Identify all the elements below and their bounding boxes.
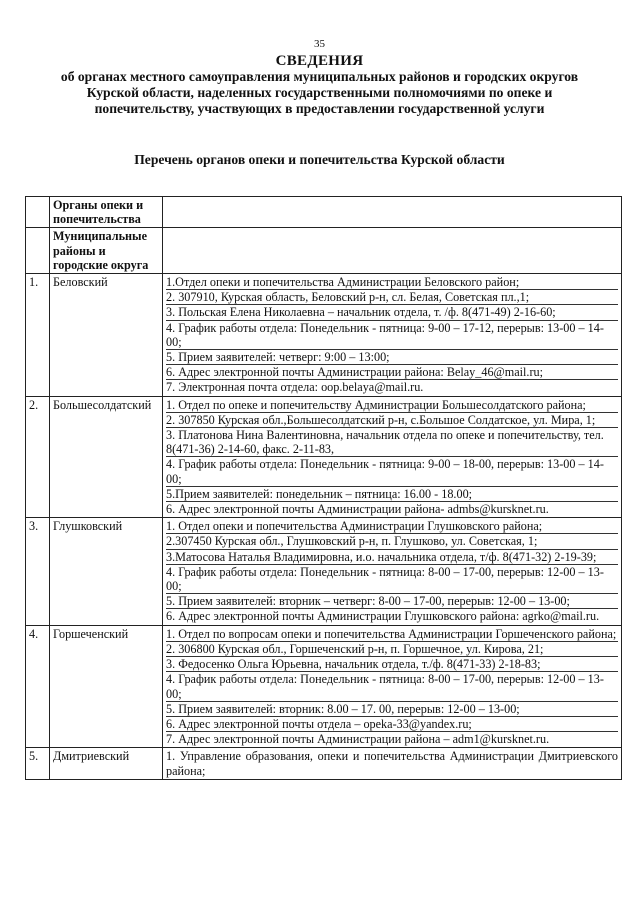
detail-line: 2. 306800 Курская обл., Горшеченский р-н, п. Горшечное, ул. Кирова, 21;: [166, 642, 618, 657]
document-subheading: Перечень органов опеки и попечительства Курской области: [134, 152, 505, 167]
header-cell-districts: Муниципальные районы и городские округа: [50, 228, 163, 274]
row-number: 2.: [26, 396, 50, 518]
detail-line: 4. График работы отдела: Понедельник - пятница: 8-00 – 17-00, перерыв: 12-00 – 13-00;: [166, 565, 618, 594]
email-line[interactable]: 6. Адрес электронной почты отдела – opeka-33@yandex.ru;: [166, 717, 618, 732]
detail-line: 3. Польская Елена Николаевна – начальник отдела, т. /ф. 8(471-49) 2-16-60;: [166, 305, 618, 320]
details-cell: [163, 748, 622, 779]
district-name: Дмитриевский: [50, 748, 163, 779]
page-number: 35: [314, 38, 325, 50]
table-row: [26, 274, 622, 397]
email-line[interactable]: 7. Адрес электронной почты Администрации района – adm1@kursknet.ru.: [166, 732, 550, 747]
details-cell: [163, 518, 622, 625]
email-line[interactable]: 6. Адрес электронной почты Администрации Глушковского района: agrko@mail.ru.: [166, 609, 600, 624]
document-heading: об органах местного самоуправления муниципальных районов и городских округов Курской области, наделенных государственными полномочиями по опеке и попечительству, участвующих в предоставлении государственной услуги: [60, 69, 579, 116]
detail-line: 3. Платонова Нина Валентиновна, начальник отдела по опеке и попечительству, тел. 8(471-36) 2-14-60, факс. 2-11-83,: [166, 428, 618, 457]
table-cell: [26, 197, 50, 228]
detail-line: 5. Прием заявителей: вторник: 8.00 – 17. 00, перерыв: 12-00 – 13-00;: [166, 702, 618, 717]
district-name: Глушковский: [50, 518, 163, 625]
row-number: 5.: [26, 748, 50, 779]
table-header-row: [26, 228, 622, 274]
email-line[interactable]: 6. Адрес электронной почты Администрации района- admbs@kursknet.ru.: [166, 502, 549, 517]
detail-line: 3. Федосенко Ольга Юрьевна, начальник отдела, т./ф. 8(471-33) 2-18-83;: [166, 657, 618, 672]
detail-line: 4. График работы отдела: Понедельник - пятница: 9-00 – 18-00, перерыв: 13-00 – 14-00;: [166, 457, 618, 486]
table-header-row: [26, 197, 622, 228]
detail-line: 1.Отдел опеки и попечительства Администрации Беловского район;: [166, 275, 618, 290]
table-cell: [26, 228, 50, 274]
detail-line: 2. 307850 Курская обл.,Большесолдатский р-н, с.Большое Солдатское, ул. Мира, 1;: [166, 413, 618, 428]
row-number: 1.: [26, 274, 50, 397]
details-cell: [163, 625, 622, 748]
detail-line: 1. Отдел по вопросам опеки и попечительства Администрации Горшеченского района;: [166, 626, 617, 641]
guardianship-table: [25, 196, 622, 780]
detail-line: 5. Прием заявителей: вторник – четверг: 8-00 – 17-00, перерыв: 12-00 – 13-00;: [166, 594, 618, 609]
district-name: Горшеченский: [50, 625, 163, 748]
header-cell-organs: Органы опеки и попечительства: [50, 197, 163, 228]
table-row: [26, 625, 622, 748]
detail-line: 2. 307910, Курская область, Беловский р-н, сл. Белая, Советская пл.,1;: [166, 290, 618, 305]
detail-line: 1. Управление образования, опеки и попечительства Администрации Дмитриевского района;: [166, 749, 618, 778]
detail-line: 5.Прием заявителей: понедельник – пятница: 16.00 - 18.00;: [166, 487, 618, 502]
detail-line: 1. Отдел по опеке и попечительству Администрации Большесолдатского района;: [166, 398, 618, 413]
detail-line: 4. График работы отдела: Понедельник - пятница: 9-00 – 17-12, перерыв: 13-00 – 14-00;: [166, 321, 618, 350]
email-line[interactable]: 7. Электронная почта отдела: oop.belaya@mail.ru.: [166, 380, 424, 395]
detail-line: 5. Прием заявителей: четверг: 9:00 – 13:00;: [166, 350, 618, 365]
detail-line: 1. Отдел опеки и попечительства Администрации Глушковского района;: [166, 519, 618, 534]
table-row: [26, 396, 622, 518]
document-title: СВЕДЕНИЯ: [275, 53, 364, 69]
row-number: 3.: [26, 518, 50, 625]
district-name: Большесолдатский: [50, 396, 163, 518]
table-row: [26, 748, 622, 779]
details-cell: [163, 396, 622, 518]
email-line[interactable]: 6. Адрес электронной почты Администрации района: Belay_46@mail.ru;: [166, 365, 618, 380]
detail-line: 3.Матосова Наталья Владимировна, и.о. начальника отдела, т/ф. 8(471-32) 2-19-39;: [166, 550, 618, 565]
table-cell: [163, 197, 622, 228]
details-cell: [163, 274, 622, 397]
detail-line: 4. График работы отдела: Понедельник - пятница: 8-00 – 17-00, перерыв: 12-00 – 13-00;: [166, 672, 618, 701]
detail-line: 2.307450 Курская обл., Глушковский р-н, п. Глушково, ул. Советская, 1;: [166, 534, 618, 549]
table-row: [26, 518, 622, 625]
district-name: Беловский: [50, 274, 163, 397]
table-cell: [163, 228, 622, 274]
row-number: 4.: [26, 625, 50, 748]
